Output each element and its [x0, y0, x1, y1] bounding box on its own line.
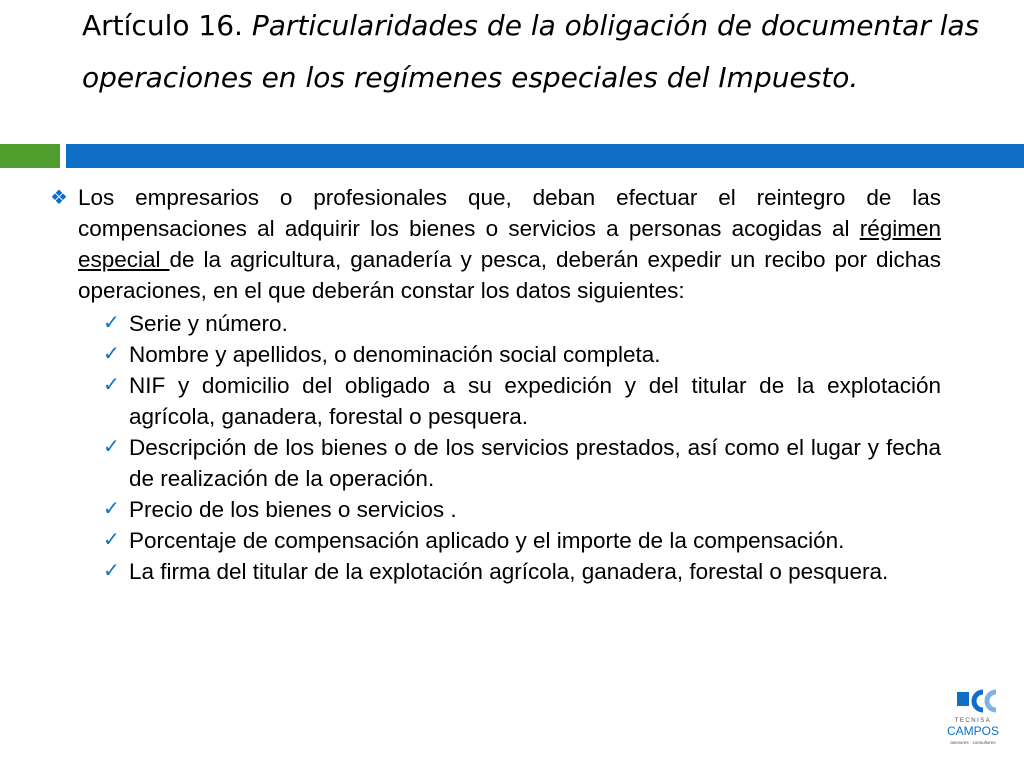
main-bullet-item — [48, 182, 941, 306]
blue-header-bar — [66, 144, 1024, 168]
green-header-bar — [0, 144, 60, 168]
list-item-text: NIF y domicilio del obligado a su expedición y del titular de la explotación agrícola, ganadera, forestal o pesquera. — [129, 373, 941, 429]
logo-c-mark — [974, 692, 983, 710]
underlined-term: régimen especial — [78, 216, 941, 272]
logo-square-mark — [957, 692, 969, 706]
list-item — [100, 556, 941, 587]
checkmark-icon: ✓ — [103, 529, 120, 551]
checkmark-icon: ✓ — [103, 560, 120, 582]
list-item — [100, 308, 941, 339]
list-item-text: Descripción de los bienes o de los servicios prestados, así como el lugar y fecha de realización de la operación. — [129, 435, 941, 491]
main-text-after: de la agricultura, ganadería y pesca, deberán expedir un recibo por dichas operaciones, en el que deberán constar los datos siguientes: — [78, 247, 941, 303]
logo-c-mark-light — [987, 692, 996, 710]
title-italic: Particularidades de la obligación de documentar las operaciones en los regímenes especiales del Impuesto. — [82, 9, 980, 94]
main-text-before: Los empresarios o profesionales que, deban efectuar el reintegro de las compensaciones al adquirir los bienes o servicios a personas acogidas al — [78, 185, 941, 241]
diamond-bullet-icon: ❖ — [50, 187, 68, 209]
checkmark-icon: ✓ — [103, 374, 120, 396]
list-item-text: Porcentaje de compensación aplicado y el importe de la compensación. — [129, 528, 845, 553]
list-item-text: Nombre y apellidos, o denominación social completa. — [129, 342, 661, 367]
logo-line2: CAMPOS — [946, 724, 1000, 738]
slide-body — [48, 182, 941, 587]
list-item-text: Serie y número. — [129, 311, 288, 336]
checkmark-icon: ✓ — [103, 312, 120, 334]
tecnisa-campos-logo — [943, 688, 1003, 750]
slide-title — [82, 0, 982, 104]
main-paragraph — [78, 182, 941, 306]
checkmark-icon: ✓ — [103, 343, 120, 365]
title-prefix: Artículo 16. — [82, 9, 252, 42]
list-item — [100, 525, 941, 556]
list-item — [100, 494, 941, 525]
checkmark-icon: ✓ — [103, 436, 120, 458]
list-item-text: La firma del titular de la explotación agrícola, ganadera, forestal o pesquera. — [129, 559, 889, 584]
logo-line1: TECNISA — [954, 718, 992, 724]
list-item — [100, 339, 941, 370]
list-item — [100, 432, 941, 494]
requirements-list — [48, 308, 941, 587]
list-item-text: Precio de los bienes o servicios . — [129, 497, 457, 522]
list-item — [100, 370, 941, 432]
logo-line3: asesores · consultores — [950, 740, 996, 745]
checkmark-icon: ✓ — [103, 498, 120, 520]
